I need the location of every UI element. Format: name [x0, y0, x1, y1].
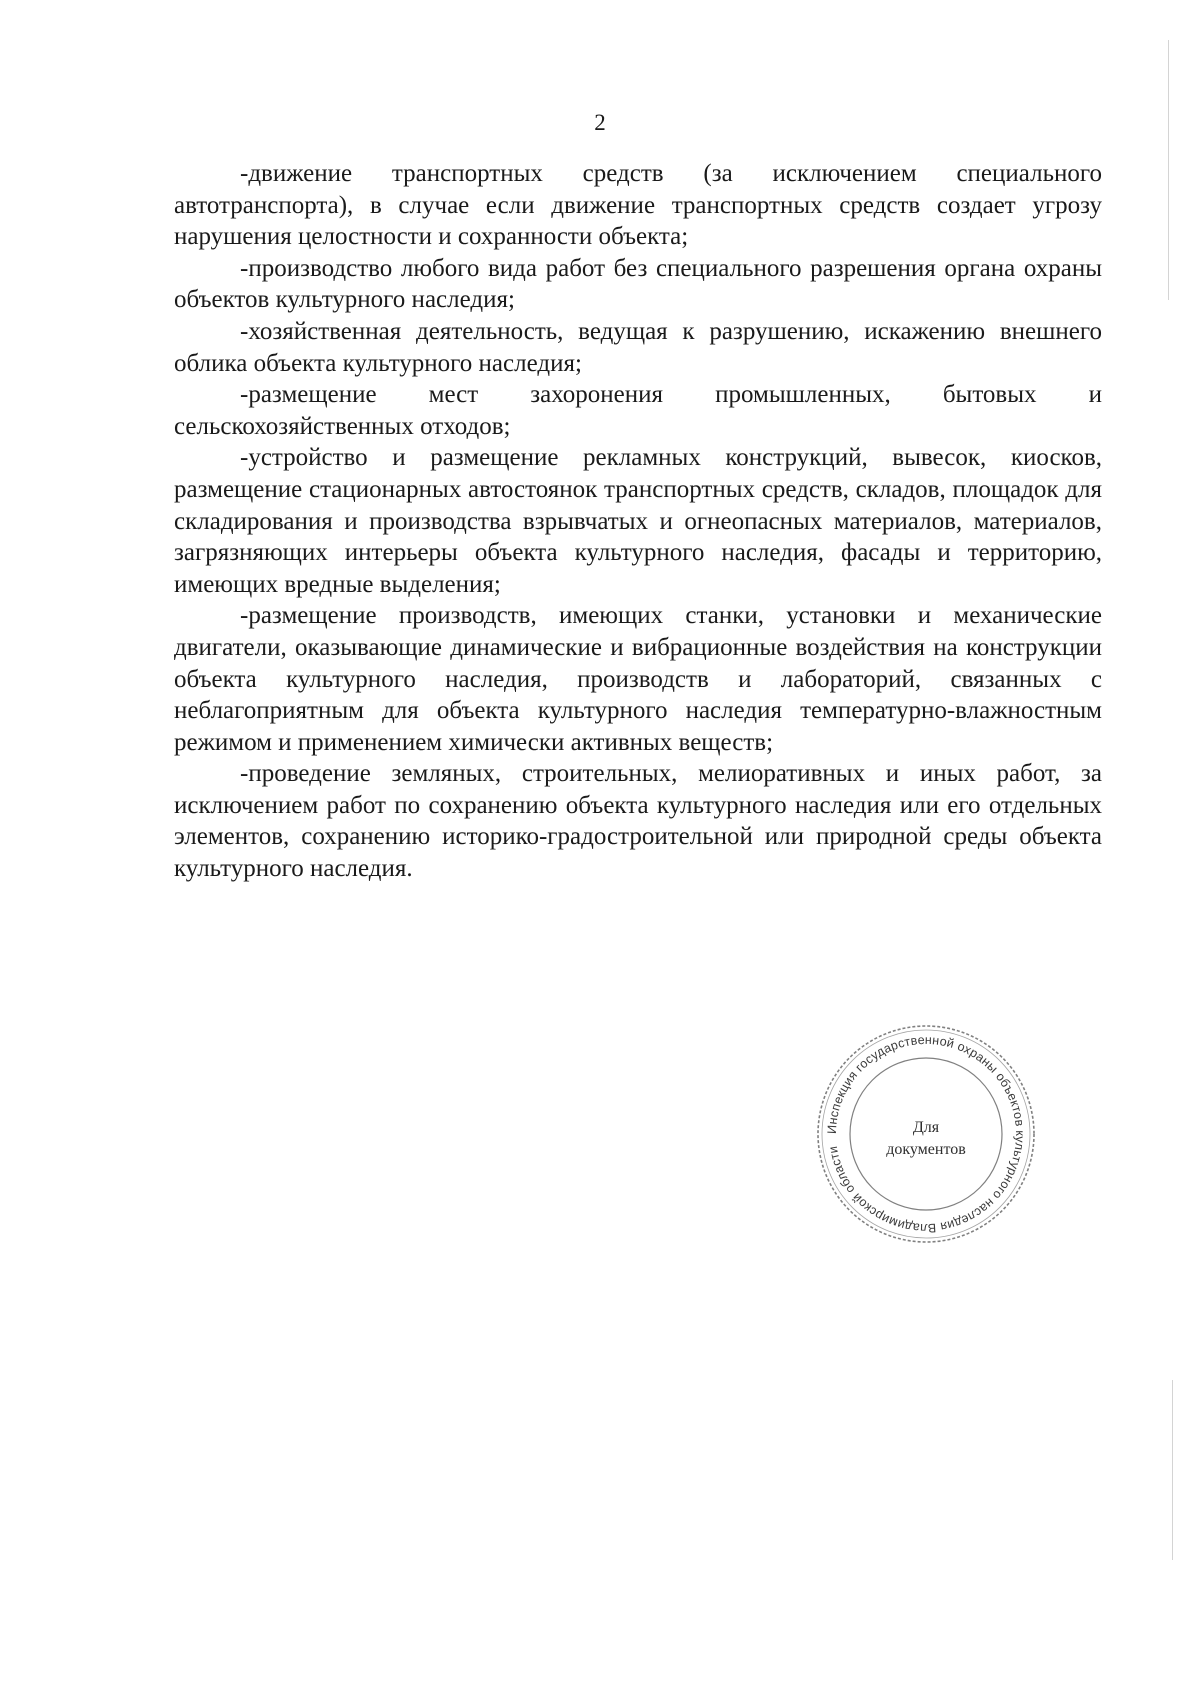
seal-graphic	[812, 1020, 1040, 1248]
seal-center-line-1: Для	[912, 1119, 940, 1136]
restrictions-list	[174, 158, 1102, 885]
official-seal	[812, 1020, 1040, 1248]
restriction-paragraph: -хозяйственная деятельность, ведущая к разрушению, искажению внешнего облика объекта культурного наследия;	[174, 317, 1102, 377]
scan-edge-mark	[1172, 1380, 1173, 1560]
restriction-paragraph: -производство любого вида работ без специального разрешения органа охраны объектов культурного наследия;	[174, 254, 1102, 314]
page-number: 2	[594, 110, 606, 135]
restriction-paragraph: -проведение земляных, строительных, мелиоративных и иных работ, за исключением работ по сохранению объекта культурного наследия или его отдельных элементов, сохранению историко-градостроительной или природной среды объекта культурного наследия.	[174, 760, 1102, 883]
seal-ring-textpath: Инспекция государственной охраны объектов культурного наследия Владимирской области	[824, 1032, 1028, 1236]
restriction-paragraph: -размещение производств, имеющих станки, установки и механические двигатели, оказывающие динамические и вибрационные воздействия на конструкции объекта культурного наследия, производств и лабораторий, связанных с неблагоприятным для объекта культурного наследия температурно-влажностным режимом и применением химически активных веществ;	[174, 602, 1102, 756]
restriction-paragraph: -устройство и размещение рекламных конструкций, вывесок, киосков, размещение стационарных автостоянок транспортных средств, складов, площадок для складирования и производства взрывчатых и огнеопасных материалов, материалов, загрязняющих интерьеры объекта культурного наследия, фасады и территорию, имеющих вредные выделения;	[174, 444, 1102, 598]
scan-edge-mark	[1168, 40, 1169, 300]
restriction-paragraph: -движение транспортных средств (за исключением специального автотранспорта), в случае если движение транспортных средств создает угрозу нарушения целостности и сохранности объекта;	[174, 160, 1102, 251]
seal-center-line-2: документов	[886, 1141, 966, 1158]
restriction-paragraph: -размещение мест захоронения промышленных, бытовых и сельскохозяйственных отходов;	[174, 381, 1102, 440]
